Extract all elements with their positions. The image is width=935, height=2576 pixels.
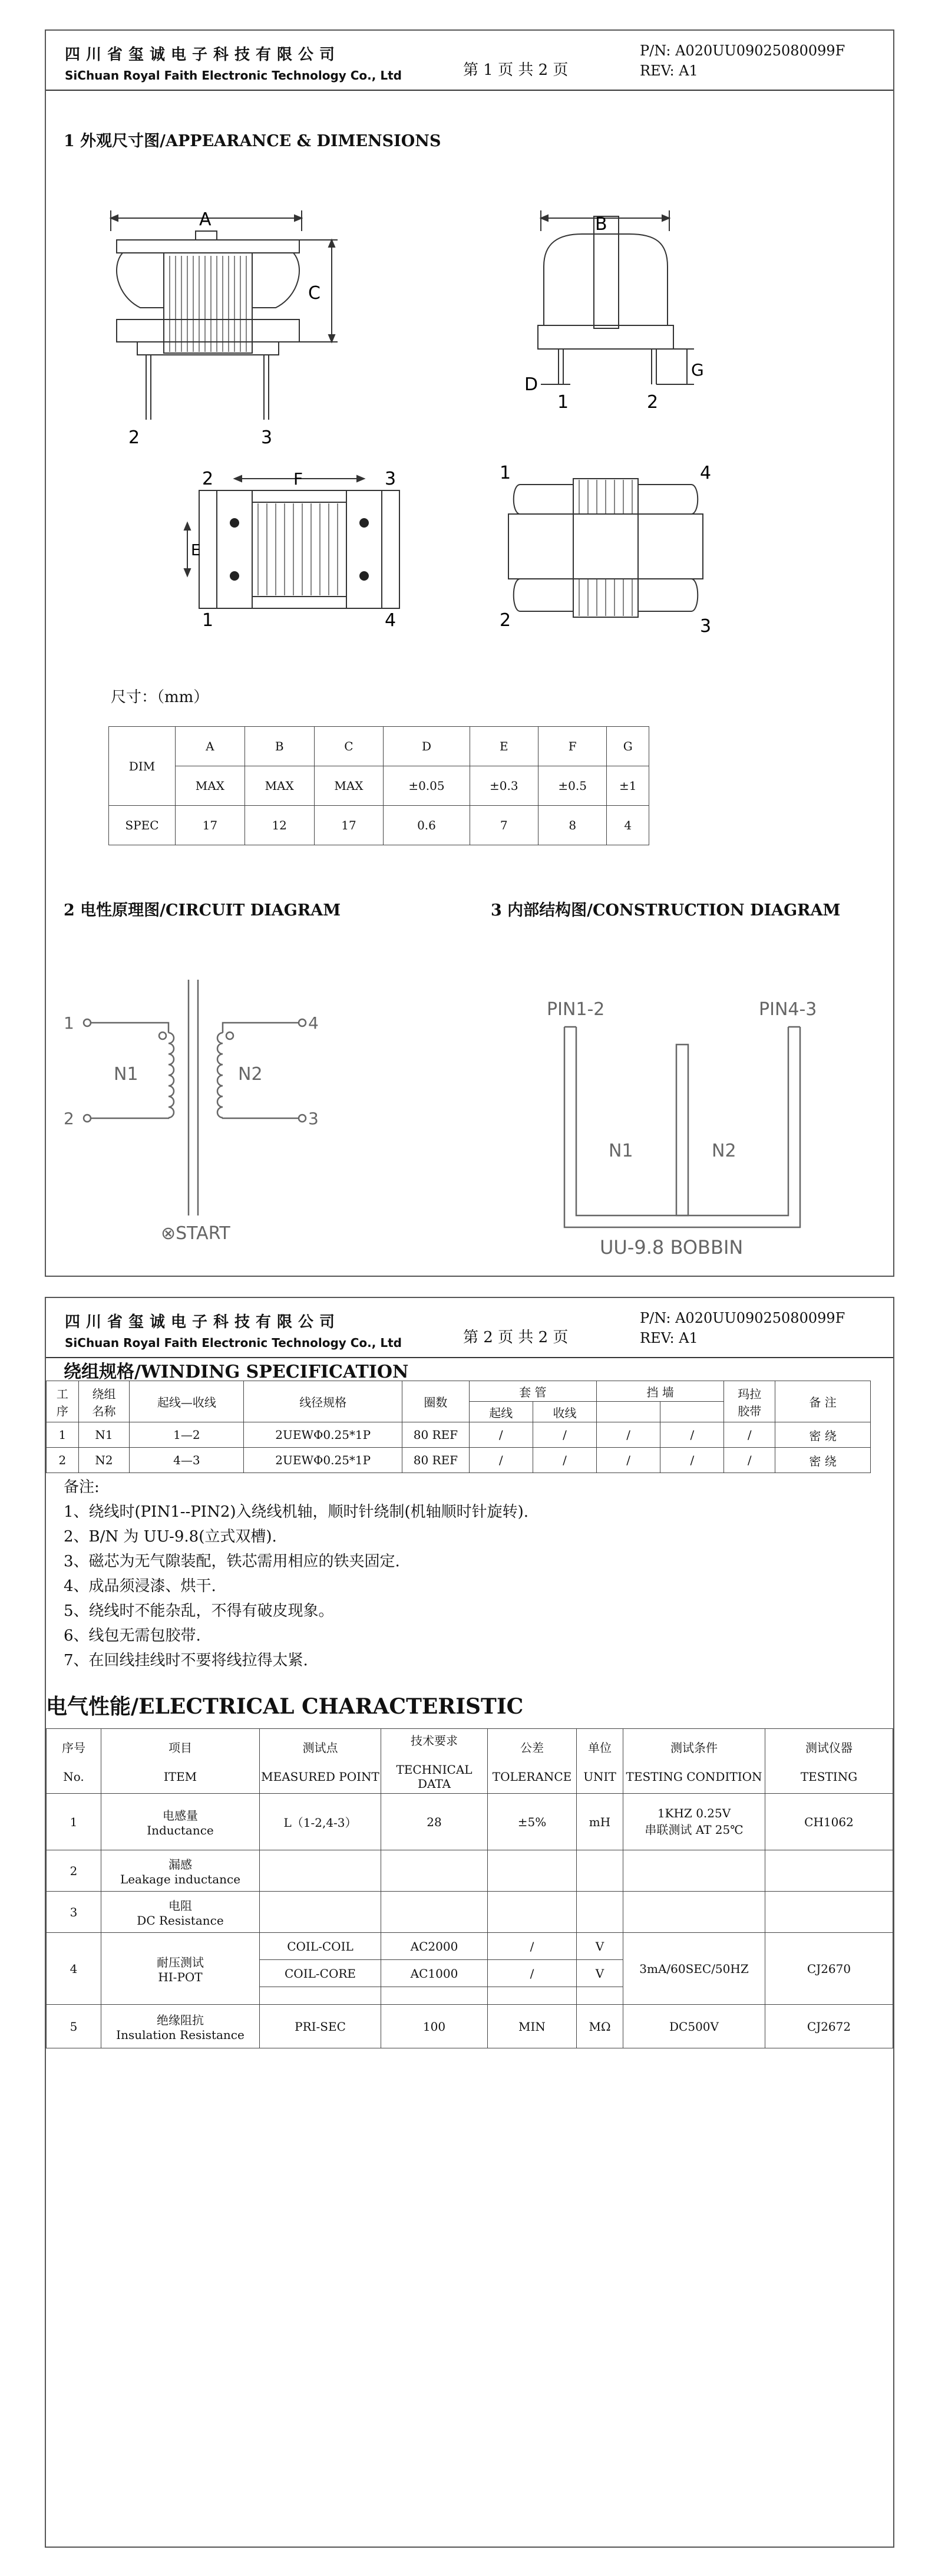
dim-spec: 12 (245, 806, 314, 845)
pin-2-label: 2 (64, 1109, 74, 1128)
pin-2-label: 2 (647, 392, 659, 413)
winding-head-remark: 备 注 (775, 1381, 871, 1422)
winding-head-seq: 工 序 (47, 1381, 79, 1422)
dim-col: A (176, 727, 245, 766)
winding-head-startend: 起线—收线 (130, 1381, 244, 1422)
winding-head-wire: 线径规格 (244, 1381, 402, 1422)
front-view-drawing (105, 207, 329, 496)
pin-1-label: 1 (64, 1013, 74, 1033)
pin-4-label: 4 (308, 1013, 319, 1033)
dim-spec: 17 (314, 806, 384, 845)
elec-head-item: 项目 ITEM (101, 1729, 260, 1794)
company-name-en: SiChuan Royal Faith Electronic Technology Co., Ltd (65, 1336, 402, 1350)
winding-head-tape: 玛拉 胶带 (724, 1381, 775, 1422)
table-row: 1 电感量 Inductance L（1-2,4-3） 28 ±5% mH 1KHZ 0.25V 串联测试 AT 25℃ CH1062 (47, 1794, 893, 1850)
pin-3-label: 3 (261, 427, 273, 448)
pin-1-label: 1 (202, 610, 214, 631)
dim-spec: 0.6 (384, 806, 470, 845)
winding-n2-label: N2 (238, 1064, 263, 1085)
table-row: 1 N1 1—2 2UEWΦ0.25*1P 80 REF / / / / / 密 绕 (47, 1422, 871, 1448)
table-row: 5 绝缘阻抗 Insulation Resistance PRI-SEC 100 MIN MΩ DC500V CJ2672 (47, 2005, 893, 2048)
page-number: 第 1 页 共 2 页 (463, 61, 569, 79)
start-marker-label: ⊗START (161, 1223, 230, 1244)
pin-2-label: 2 (500, 610, 511, 631)
note-item: 6、线包无需包胶带. (64, 1627, 201, 1645)
pin-4-label: 4 (385, 610, 397, 631)
note-item: 1、绕线时(PIN1--PIN2)入绕线机轴，顺时针绕制(机轴顺时针旋转). (64, 1503, 529, 1521)
pin43-label: PIN4-3 (759, 999, 817, 1020)
notes-block (64, 1475, 528, 1673)
spec-page-2 (45, 1297, 894, 2548)
elec-head-cond: 测试条件 TESTING CONDITION (623, 1729, 765, 1794)
dim-tol: ±0.5 (538, 766, 606, 806)
dim-g-label: G (691, 360, 704, 380)
section-circuit-title: 2 电性原理图/CIRCUIT DIAGRAM (64, 901, 341, 920)
winding-table (46, 1381, 871, 1473)
winding-head-sleeve: 套 管 (469, 1381, 596, 1402)
table-row: 2 N2 4—3 2UEWΦ0.25*1P 80 REF / / / / / 密 绕 (47, 1448, 871, 1473)
dim-spec: 7 (470, 806, 538, 845)
dim-col: D (384, 727, 470, 766)
page-header (46, 1298, 893, 1358)
winding-head-sleeve-end: 收线 (533, 1402, 596, 1422)
dim-col: E (470, 727, 538, 766)
elec-head-mp: 测试点 MEASURED POINT (260, 1729, 381, 1794)
dim-f-label: F (293, 469, 303, 489)
pin-3-label: 3 (385, 469, 397, 489)
company-name-cn: 四川省玺诚电子科技有限公司 (65, 46, 341, 64)
pin-3-label: 3 (308, 1109, 319, 1128)
note-item: 7、在回线挂线时不要将线拉得太紧. (64, 1652, 308, 1669)
pin-2-label: 2 (128, 427, 140, 448)
pin-4-label: 4 (700, 463, 712, 483)
company-name-en: SiChuan Royal Faith Electronic Technology Co., Ltd (65, 68, 402, 83)
dim-col: G (607, 727, 649, 766)
note-item: 4、成品须浸漆、烘干. (64, 1577, 216, 1595)
pin-3-label: 3 (700, 616, 712, 637)
dim-a-label: A (199, 209, 212, 230)
dim-spec: 17 (176, 806, 245, 845)
section-appearance-title: 1 外观尺寸图/APPEARANCE & DIMENSIONS (64, 132, 441, 150)
dim-tol: MAX (245, 766, 314, 806)
winding-head-wall: 挡 墙 (597, 1381, 724, 1402)
winding-head-sleeve-start: 起线 (469, 1402, 533, 1422)
section-electrical-title: 电气性能/ELECTRICAL CHARACTERISTIC (46, 1694, 524, 1719)
dim-tol: ±0.3 (470, 766, 538, 806)
table-row: 4 耐压测试 HI-POT COIL-COIL AC2000 / V 3mA/60SEC/50HZ CJ2670 (47, 1933, 893, 1960)
note-item: 5、绕线时不能杂乱，不得有破皮现象。 (64, 1602, 334, 1620)
elec-head-unit: 单位 UNIT (577, 1729, 623, 1794)
note-item: 2、B/N 为 UU-9.8(立式双槽). (64, 1528, 277, 1546)
winding-head-name: 绕组 名称 (78, 1381, 130, 1422)
dim-tol: ±0.05 (384, 766, 470, 806)
construction-diagram (535, 991, 865, 1263)
dim-d-label: D (524, 374, 538, 395)
notes-title: 备注: (64, 1478, 100, 1496)
part-number: P/N: A020UU09025080099F (640, 1310, 845, 1326)
pin12-label: PIN1-2 (547, 999, 605, 1020)
dims-unit-label: 尺寸：（mm） (111, 689, 209, 706)
table-row: 3 电阻 DC Resistance (47, 1892, 893, 1933)
elec-head-td: 技术要求 TECHNICAL DATA (381, 1729, 488, 1794)
dim-col: C (314, 727, 384, 766)
elec-head-no: 序号 No. (47, 1729, 101, 1794)
pin-2-label: 2 (202, 469, 214, 489)
dim-table-head: DIM (109, 727, 176, 806)
revision: REV: A1 (640, 62, 698, 79)
dim-spec: 8 (538, 806, 606, 845)
revision: REV: A1 (640, 1330, 698, 1346)
side-view-drawing (524, 207, 788, 479)
pin-1-label: 1 (500, 463, 511, 483)
bottom-view-drawing (181, 467, 429, 661)
elec-head-tol: 公差 TOLERANCE (488, 1729, 577, 1794)
page-number: 第 2 页 共 2 页 (463, 1329, 569, 1346)
dim-tol: MAX (314, 766, 384, 806)
table-row: 2 漏感 Leakage inductance (47, 1850, 893, 1892)
winding-head-wall-b (660, 1402, 724, 1422)
dim-spec-label: SPEC (109, 806, 176, 845)
dim-col: B (245, 727, 314, 766)
elec-head-inst: 测试仪器 TESTING (765, 1729, 893, 1794)
page-header (46, 31, 893, 91)
section-construction-title: 3 内部结构图/CONSTRUCTION DIAGRAM (491, 901, 841, 920)
winding-head-wall-a (597, 1402, 660, 1422)
dim-col: F (538, 727, 606, 766)
dimension-table (108, 726, 649, 845)
dim-tol: ±1 (607, 766, 649, 806)
part-number: P/N: A020UU09025080099F (640, 42, 845, 59)
winding-n1-label: N1 (114, 1064, 138, 1085)
winding-head-turns: 圈数 (402, 1381, 470, 1422)
bobbin-label: UU-9.8 BOBBIN (600, 1236, 744, 1259)
dim-tol: MAX (176, 766, 245, 806)
company-name-cn: 四川省玺诚电子科技有限公司 (65, 1313, 341, 1331)
pin-1-label: 1 (557, 392, 569, 413)
circuit-diagram (58, 968, 388, 1251)
section-winding-title: 绕组规格/WINDING SPECIFICATION (64, 1362, 409, 1382)
section-n1-label: N1 (609, 1141, 633, 1161)
dim-c-label: C (308, 283, 321, 304)
dim-e-label: E (191, 542, 201, 559)
note-item: 3、磁芯为无气隙装配，铁芯需用相应的铁夹固定. (64, 1553, 400, 1570)
dim-b-label: B (595, 214, 607, 235)
dim-spec: 4 (607, 806, 649, 845)
top-view-drawing (488, 463, 735, 661)
electrical-table: 序号 No. 项目 ITEM 测试点 MEASURED POINT 技术要求 TECHNICAL DATA 公差 TOLERANCE 单位 UNIT 测试条件 TESTING CONDITION 测试仪器 TESTING 1 电感量 Inductance L（1-2,4-3） 28 ±5% mH 1KHZ 0.25V 串联测试 AT 25℃ CH1062 2 漏感 Leakage inductance 3 电阻 DC Resistance 4 耐压测试 HI-POT COIL-COIL AC2000 / V 3mA/60SEC/50HZ CJ2670 COIL-CORE AC1000 / V 5 绝缘阻抗 Insulation Resistance PRI-SEC 100 MIN MΩ DC500V CJ2672 (46, 1728, 893, 2048)
spec-page-1 (45, 29, 894, 1277)
section-n2-label: N2 (712, 1141, 736, 1161)
